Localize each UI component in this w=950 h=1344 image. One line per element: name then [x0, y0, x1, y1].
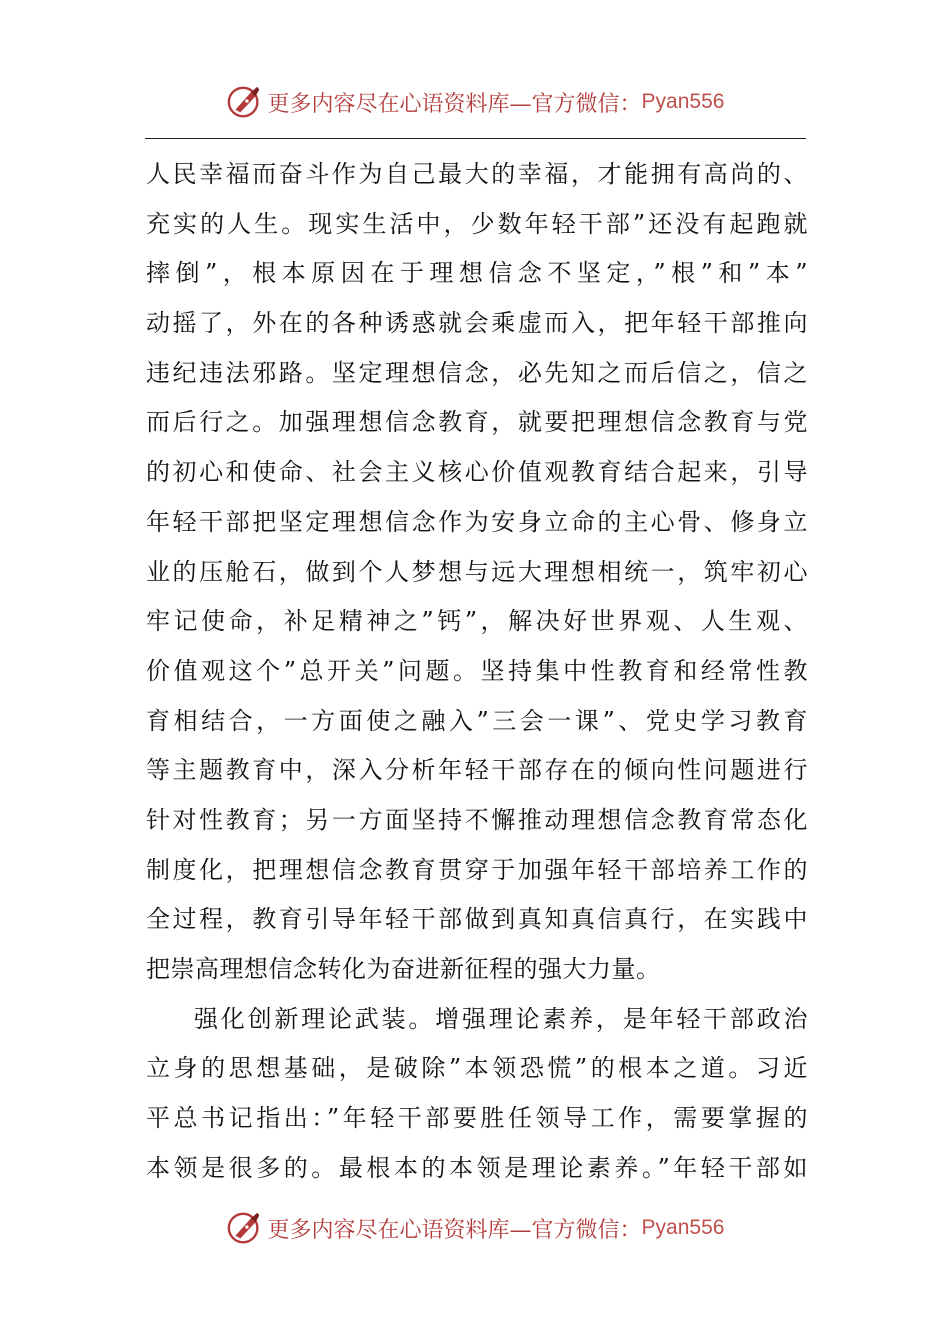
- wechat-id: Pyan556: [641, 90, 725, 113]
- footer-banner: [0, 1208, 950, 1248]
- text-line: 牢记使命，补足精神之”钙”，解决好世界观、人生观、: [146, 607, 808, 636]
- text-line: 等主题教育中，深入分析年轻干部存在的倾向性问题进行: [146, 756, 808, 785]
- paragraph-2: [146, 995, 808, 1194]
- text-line: 的初心和使命、社会主义核心价值观教育结合起来，引导: [146, 458, 808, 487]
- header-divider: [145, 138, 806, 139]
- text-line: 人民幸福而奋斗作为自己最大的幸福，才能拥有高尚的、: [146, 160, 808, 188]
- header-banner: [0, 82, 950, 122]
- text-line: 立身的思想基础，是破除”本领恐慌”的根本之道。习近: [146, 1054, 808, 1083]
- document-body: [146, 150, 808, 1193]
- pen-nib-circle-icon: [226, 1209, 264, 1247]
- text-line: 强化创新理论武装。增强理论素养，是年轻干部政治: [194, 1004, 808, 1033]
- paragraph-1: [146, 150, 808, 995]
- text-line: 针对性教育；另一方面坚持不懈推动理想信念教育常态化: [146, 805, 808, 834]
- text-line: 充实的人生。现实生活中，少数年轻干部”还没有起跑就: [146, 209, 808, 238]
- banner-text: 更多内容尽在心语资料库—官方微信：: [267, 1217, 642, 1243]
- banner-text: 更多内容尽在心语资料库—官方微信：: [267, 91, 642, 117]
- text-line: 制度化，把理想信念教育贯穿于加强年轻干部培养工作的: [146, 855, 808, 884]
- text-line: 平总书记指出：”年轻干部要胜任领导工作，需要掌握的: [146, 1104, 808, 1133]
- text-line: 本领是很多的。最根本的本领是理论素养。”年轻干部如: [146, 1153, 808, 1182]
- pen-nib-circle-icon: [226, 83, 264, 121]
- wechat-id: Pyan556: [641, 1216, 725, 1239]
- text-line: 全过程，教育引导年轻干部做到真知真信真行，在实践中: [146, 905, 808, 934]
- text-line: 违纪违法邪路。坚定理想信念，必先知之而后信之，信之: [146, 358, 808, 387]
- text-line: 把崇高理想信念转化为奋进新征程的强大力量。: [146, 955, 661, 983]
- text-line: 价值观这个”总开关”问题。坚持集中性教育和经常性教: [146, 656, 808, 685]
- text-line: 摔倒”，根本原因在于理想信念不坚定，”根”和”本”: [146, 259, 808, 288]
- text-line: 业的压舱石，做到个人梦想与远大理想相统一，筑牢初心: [146, 557, 808, 586]
- text-line: 育相结合，一方面使之融入”三会一课”、党史学习教育: [146, 706, 808, 735]
- text-line: 动摇了，外在的各种诱惑就会乘虚而入，把年轻干部推向: [146, 309, 808, 338]
- text-line: 年轻干部把坚定理想信念作为安身立命的主心骨、修身立: [146, 507, 808, 536]
- text-line: 而后行之。加强理想信念教育，就要把理想信念教育与党: [146, 408, 808, 437]
